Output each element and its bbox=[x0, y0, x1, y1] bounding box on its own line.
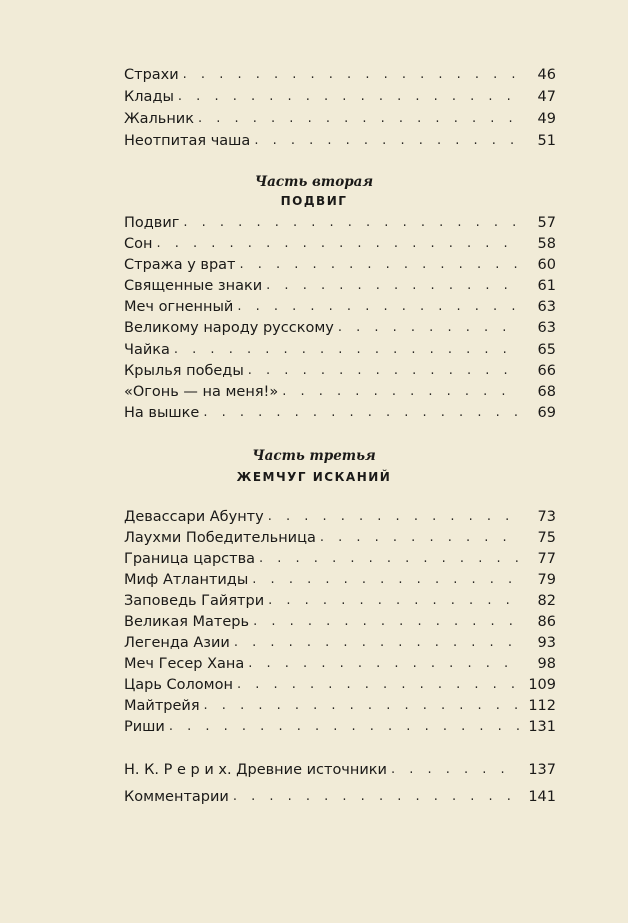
toc-entry bbox=[124, 651, 556, 673]
toc-entry bbox=[124, 693, 556, 715]
toc-entry bbox=[124, 546, 556, 568]
toc-entry-title: Царь Соломон bbox=[124, 677, 233, 693]
toc-entry-title: Риши bbox=[124, 719, 165, 735]
toc-leader-dots bbox=[203, 404, 520, 422]
toc-entry bbox=[124, 315, 556, 337]
toc-entry-page: 61 bbox=[537, 278, 556, 294]
toc-leader-dots bbox=[198, 110, 520, 128]
toc-leader-dots bbox=[183, 214, 520, 232]
toc-entry bbox=[124, 672, 556, 694]
toc-leader-dots bbox=[253, 613, 520, 631]
toc-entry bbox=[124, 62, 556, 84]
toc-entry bbox=[124, 588, 556, 610]
toc-entry-title: Клады bbox=[124, 89, 174, 105]
toc-entry-title: Жальник bbox=[124, 111, 194, 127]
toc-entry bbox=[124, 106, 556, 128]
toc-entry-title: Комментарии bbox=[124, 789, 229, 805]
toc-leader-dots bbox=[338, 319, 520, 337]
toc-leader-dots bbox=[391, 761, 520, 779]
toc-leader-dots bbox=[320, 529, 520, 547]
toc-entry-title: Лаухми Победительница bbox=[124, 530, 316, 546]
toc-entry bbox=[124, 630, 556, 652]
toc-entry bbox=[124, 784, 556, 806]
toc-entry-page: 46 bbox=[537, 67, 556, 83]
toc-leader-dots bbox=[248, 655, 520, 673]
toc-entry bbox=[124, 504, 556, 526]
toc-entry-page: 51 bbox=[537, 133, 556, 149]
toc-entry-title: Великому народу русскому bbox=[124, 320, 334, 336]
toc-leader-dots bbox=[183, 66, 520, 84]
toc-entry-title: Страхи bbox=[124, 67, 179, 83]
toc-leader-dots bbox=[240, 256, 521, 274]
toc-entry-page: 112 bbox=[528, 698, 556, 714]
toc-entry bbox=[124, 757, 556, 779]
toc-entry-page: 49 bbox=[537, 111, 556, 127]
toc-entry-title: Неотпитая чаша bbox=[124, 133, 251, 149]
toc-leader-dots bbox=[234, 634, 520, 652]
toc-leader-dots bbox=[178, 88, 520, 106]
toc-entry-page: 57 bbox=[537, 215, 556, 231]
toc-entry-page: 93 bbox=[537, 635, 556, 651]
toc-leader-dots bbox=[237, 298, 520, 316]
toc-entry-page: 65 bbox=[537, 342, 556, 358]
toc-entry-page: 98 bbox=[537, 656, 556, 672]
part-two-title: ПОДВИГ bbox=[280, 194, 348, 208]
toc-entry-page: 58 bbox=[537, 236, 556, 252]
toc-entry bbox=[124, 252, 556, 274]
toc-entry-page: 82 bbox=[537, 593, 556, 609]
toc-entry-title: Крылья победы bbox=[124, 363, 244, 379]
toc-entry-page: 63 bbox=[537, 320, 556, 336]
toc-leader-dots bbox=[169, 718, 520, 736]
toc-entry-page: 77 bbox=[537, 551, 556, 567]
toc-entry-title: Подвиг bbox=[124, 215, 180, 231]
toc-entry-page: 60 bbox=[537, 257, 556, 273]
toc-entry-page: 141 bbox=[528, 789, 556, 805]
toc-entry-page: 137 bbox=[528, 762, 556, 778]
toc-leader-dots bbox=[282, 383, 520, 401]
toc-entry-title: Легенда Азии bbox=[124, 635, 230, 651]
toc-entry bbox=[124, 358, 556, 380]
toc-entry-title: Майтрейя bbox=[124, 698, 200, 714]
toc-entry-title: Великая Матерь bbox=[124, 614, 250, 630]
part-two-label: Часть вторая bbox=[254, 174, 374, 190]
toc-entry bbox=[124, 273, 556, 295]
toc-entry bbox=[124, 379, 556, 401]
toc-entry-title: «Огонь — на меня!» bbox=[124, 384, 279, 400]
toc-leader-dots bbox=[156, 235, 520, 253]
toc-leader-dots bbox=[237, 676, 520, 694]
toc-entry bbox=[124, 525, 556, 547]
part-three-title: ЖЕМЧУГ ИСКАНИЙ bbox=[236, 470, 392, 484]
toc-leader-dots bbox=[268, 592, 520, 610]
toc-entry-title: Н. К. Р е р и х. Древние источники bbox=[124, 762, 387, 778]
toc-entry-title: Граница царства bbox=[124, 551, 256, 567]
toc-leader-dots bbox=[204, 697, 520, 715]
toc-entry-title: Девассари Абунту bbox=[124, 509, 264, 525]
toc-entry bbox=[124, 567, 556, 589]
toc-entry-page: 63 bbox=[537, 299, 556, 315]
toc-entry bbox=[124, 400, 556, 422]
toc-entry-page: 131 bbox=[528, 719, 556, 735]
toc-leader-dots bbox=[268, 508, 520, 526]
toc-leader-dots bbox=[233, 788, 520, 806]
toc-entry bbox=[124, 231, 556, 253]
toc-leader-dots bbox=[174, 341, 520, 359]
toc-entry-page: 69 bbox=[537, 405, 556, 421]
toc-entry-title: Меч Гесер Хана bbox=[124, 656, 245, 672]
toc-entry-page: 47 bbox=[537, 89, 556, 105]
toc-entry bbox=[124, 84, 556, 106]
toc-entry-page: 75 bbox=[537, 530, 556, 546]
toc-leader-dots bbox=[252, 571, 520, 589]
toc-entry-page: 86 bbox=[537, 614, 556, 630]
part-three-label: Часть третья bbox=[252, 448, 376, 464]
toc-entry-title: Сон bbox=[124, 236, 153, 252]
toc-entry-page: 73 bbox=[537, 509, 556, 525]
toc-entry bbox=[124, 609, 556, 631]
toc-leader-dots bbox=[254, 132, 520, 150]
toc-entry bbox=[124, 714, 556, 736]
toc-entry-title: Священные знаки bbox=[124, 278, 263, 294]
toc-entry bbox=[124, 294, 556, 316]
toc-leader-dots bbox=[259, 550, 520, 568]
toc-entry bbox=[124, 210, 556, 232]
toc-entry-title: Миф Атлантиды bbox=[124, 572, 249, 588]
toc-entry bbox=[124, 337, 556, 359]
toc-entry-title: Стража у врат bbox=[124, 257, 236, 273]
toc-entry-page: 79 bbox=[537, 572, 556, 588]
toc-leader-dots bbox=[248, 362, 520, 380]
toc-entry-title: Заповедь Гайятри bbox=[124, 593, 265, 609]
toc-entry-title: На вышке bbox=[124, 405, 200, 421]
toc-leader-dots bbox=[266, 277, 520, 295]
toc-entry-page: 68 bbox=[537, 384, 556, 400]
toc-entry bbox=[124, 128, 556, 150]
toc-entry-page: 66 bbox=[537, 363, 556, 379]
toc-entry-title: Чайка bbox=[124, 342, 170, 358]
toc-entry-title: Меч огненный bbox=[124, 299, 234, 315]
toc-entry-page: 109 bbox=[528, 677, 556, 693]
